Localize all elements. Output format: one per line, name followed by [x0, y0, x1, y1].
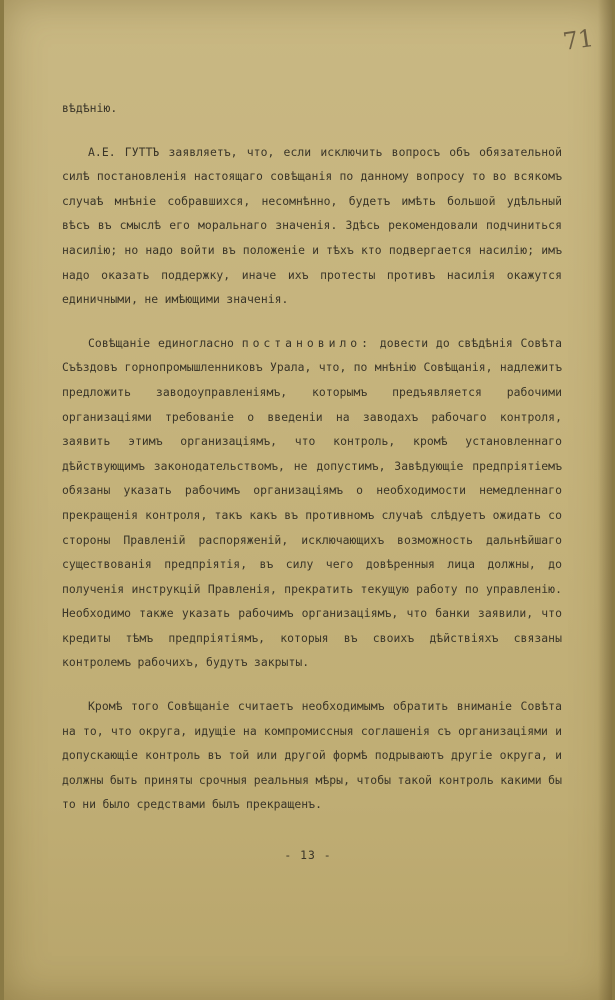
paragraph-gutt-statement: А.Е. ГУТТЪ заявляетъ, что, если исключить вопросъ объ обязательной силѣ постановленія настоящаго совѣщанія по данному вопросу то во всякомъ случаѣ мнѣніе собравшихся, несомнѣнно, будетъ имѣть большой удѣльный вѣсъ въ смыслѣ его моральнаго значенія. Здѣсь рекомендовали подчиниться насилію; но надо войти въ положеніе и тѣхъ кто подвергается насилію; имъ надо оказать поддержку, иначе ихъ протесты противъ насилія окажутся единичными, не имѣющими значенія.: [62, 144, 562, 307]
document-body: [62, 96, 562, 836]
paragraph-additional: Кромѣ того Совѣщаніе считаетъ необходимымъ обратить вниманіе Совѣта на то, что округа, идущіе на компромиссныя соглашенія съ организаціями и допускающіе контроль въ той или другой формѣ подрываютъ другіе округа, и должны быть приняты срочныя реальныя мѣры, чтобы такой контроль какими бы то ни было средствами былъ прекращенъ.: [62, 699, 562, 812]
page-number: - 13 -: [284, 848, 332, 862]
paragraph-resolution: [62, 331, 562, 675]
document-page: [4, 0, 612, 1000]
paragraph-continuation: вѣдѣнію.: [62, 101, 118, 115]
resolution-text: довести до свѣдѣнія Совѣта Съѣздовъ горнопромышленниковъ Урала, что, по мнѣнію Совѣщанія, надлежитъ предложить заводоуправленіямъ, которымъ предъявляется рабочими организаціями требованіе о введеніи на заводахъ рабочаго контроля, заявить этимъ организаціямъ, что контроль, кромѣ установленнаго дѣйствующимъ законодательствомъ, не допустимъ, Завѣдующіе предпріятіемъ обязаны указать рабочимъ организаціямъ о необходимости немедленнаго прекращенія контроля, такъ какъ въ противномъ случаѣ слѣдуетъ ожидать со стороны Правленій распоряженій, исключающихъ возможность дальнѣйшаго существованія предпріятія, въ силу чего довѣренныя лица должны, до полученія инструкцій Правленія, прекратить текущую работу по управленію. Необходимо также указать рабочимъ организаціямъ, что банки заявили, что кредиты тѣмъ предпріятіямъ, которыя въ своихъ дѣйствіяхъ связаны контролемъ рабочихъ, будутъ закрыты.: [62, 335, 562, 670]
archive-folio-number: 71: [561, 24, 596, 56]
resolution-lead: Совѣщаніе единогласно: [88, 335, 234, 350]
resolution-keyword: постановило:: [241, 335, 373, 350]
